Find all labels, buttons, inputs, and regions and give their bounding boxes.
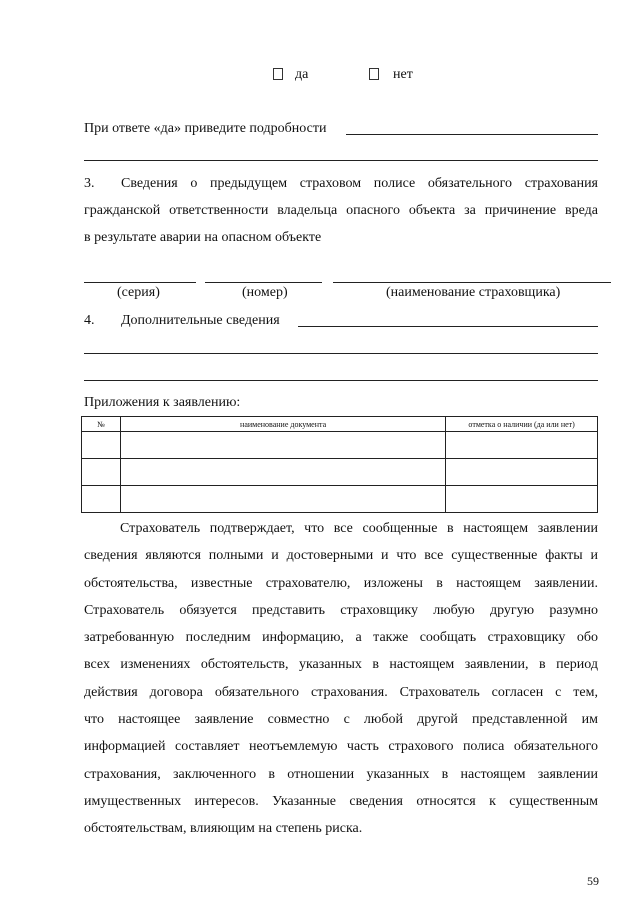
- section3-line-3: в результате аварии на опасном объекте: [84, 230, 322, 245]
- no-label: нет: [393, 67, 413, 82]
- attachments-title: Приложения к заявлению:: [84, 395, 241, 410]
- section3-line-2: гражданской ответственности владельца опасного объекта за причинение вреда: [84, 203, 598, 218]
- declaration-line: Страхователь подтверждает, что все сообщенные в настоящем заявлении: [120, 521, 598, 536]
- table-cell[interactable]: [82, 486, 121, 513]
- declaration-line: всех изменениях обстоятельств, указанных в настоящем заявлении, в период: [84, 657, 598, 673]
- number-caption: (номер): [242, 285, 288, 300]
- number-field[interactable]: [205, 282, 322, 283]
- additional-info-line-2[interactable]: [84, 353, 598, 354]
- details-field-line-1[interactable]: [346, 134, 598, 135]
- table-cell[interactable]: [446, 459, 598, 486]
- series-field[interactable]: [84, 282, 196, 283]
- yes-label: да: [295, 67, 309, 82]
- details-prompt: При ответе «да» приведите подробности: [84, 121, 327, 136]
- column-header: №: [82, 417, 121, 432]
- column-header: наименование документа: [120, 417, 445, 432]
- declaration-line: Страхователь обязуется представить страховщику любую другую разумно: [84, 602, 598, 618]
- details-field-line-2[interactable]: [84, 160, 598, 161]
- table-cell[interactable]: [120, 486, 445, 513]
- table-header-row: [82, 417, 598, 432]
- page-number: 59: [587, 874, 599, 888]
- series-caption: (серия): [117, 285, 160, 300]
- table-cell[interactable]: [82, 459, 121, 486]
- declaration-line: затребованную последним информацию, а также сообщать страховщику обо: [84, 630, 598, 646]
- yes-checkbox[interactable]: [273, 68, 283, 80]
- insurer-field[interactable]: [333, 282, 611, 283]
- table-cell[interactable]: [82, 432, 121, 459]
- table-cell[interactable]: [120, 432, 445, 459]
- declaration-paragraph: [84, 515, 598, 843]
- section4-label: Дополнительные сведения: [121, 313, 280, 328]
- table-row: [82, 486, 598, 513]
- declaration-line: обстоятельствам, влияющим на степень риска.: [84, 821, 363, 837]
- attachments-table: [81, 416, 598, 513]
- additional-info-line-1[interactable]: [298, 326, 598, 327]
- declaration-line: действия договора обязательного страхования. Страхователь согласен с тем,: [84, 684, 598, 700]
- table-cell[interactable]: [120, 459, 445, 486]
- table-row: [82, 459, 598, 486]
- section4-number: 4.: [84, 313, 95, 328]
- declaration-line: сведения являются полными и достоверными и что все существенные факты и: [84, 548, 598, 564]
- column-header: отметка о наличии (да или нет): [446, 417, 598, 432]
- no-checkbox[interactable]: [369, 68, 379, 80]
- declaration-line: страхования, заключенного в отношении указанных в настоящем заявлении: [84, 766, 598, 782]
- section3-number: 3.: [84, 176, 95, 191]
- declaration-line: обстоятельства, известные страхователю, изложены в настоящем заявлении.: [84, 575, 598, 591]
- table-cell[interactable]: [446, 432, 598, 459]
- declaration-line: имущественных интересов. Указанные сведения относятся к существенным: [84, 793, 598, 809]
- section3-line-1: Сведения о предыдущем страховом полисе обязательного страхования: [121, 176, 598, 191]
- insurer-caption: (наименование страховщика): [386, 285, 561, 300]
- declaration-line: что настоящее заявление совместно с любой другой представленной им: [84, 712, 598, 728]
- table-row: [82, 432, 598, 459]
- declaration-line: информацией составляет неотъемлемую часть страхового полиса обязательного: [84, 739, 598, 755]
- table-cell[interactable]: [446, 486, 598, 513]
- additional-info-line-3[interactable]: [84, 380, 598, 381]
